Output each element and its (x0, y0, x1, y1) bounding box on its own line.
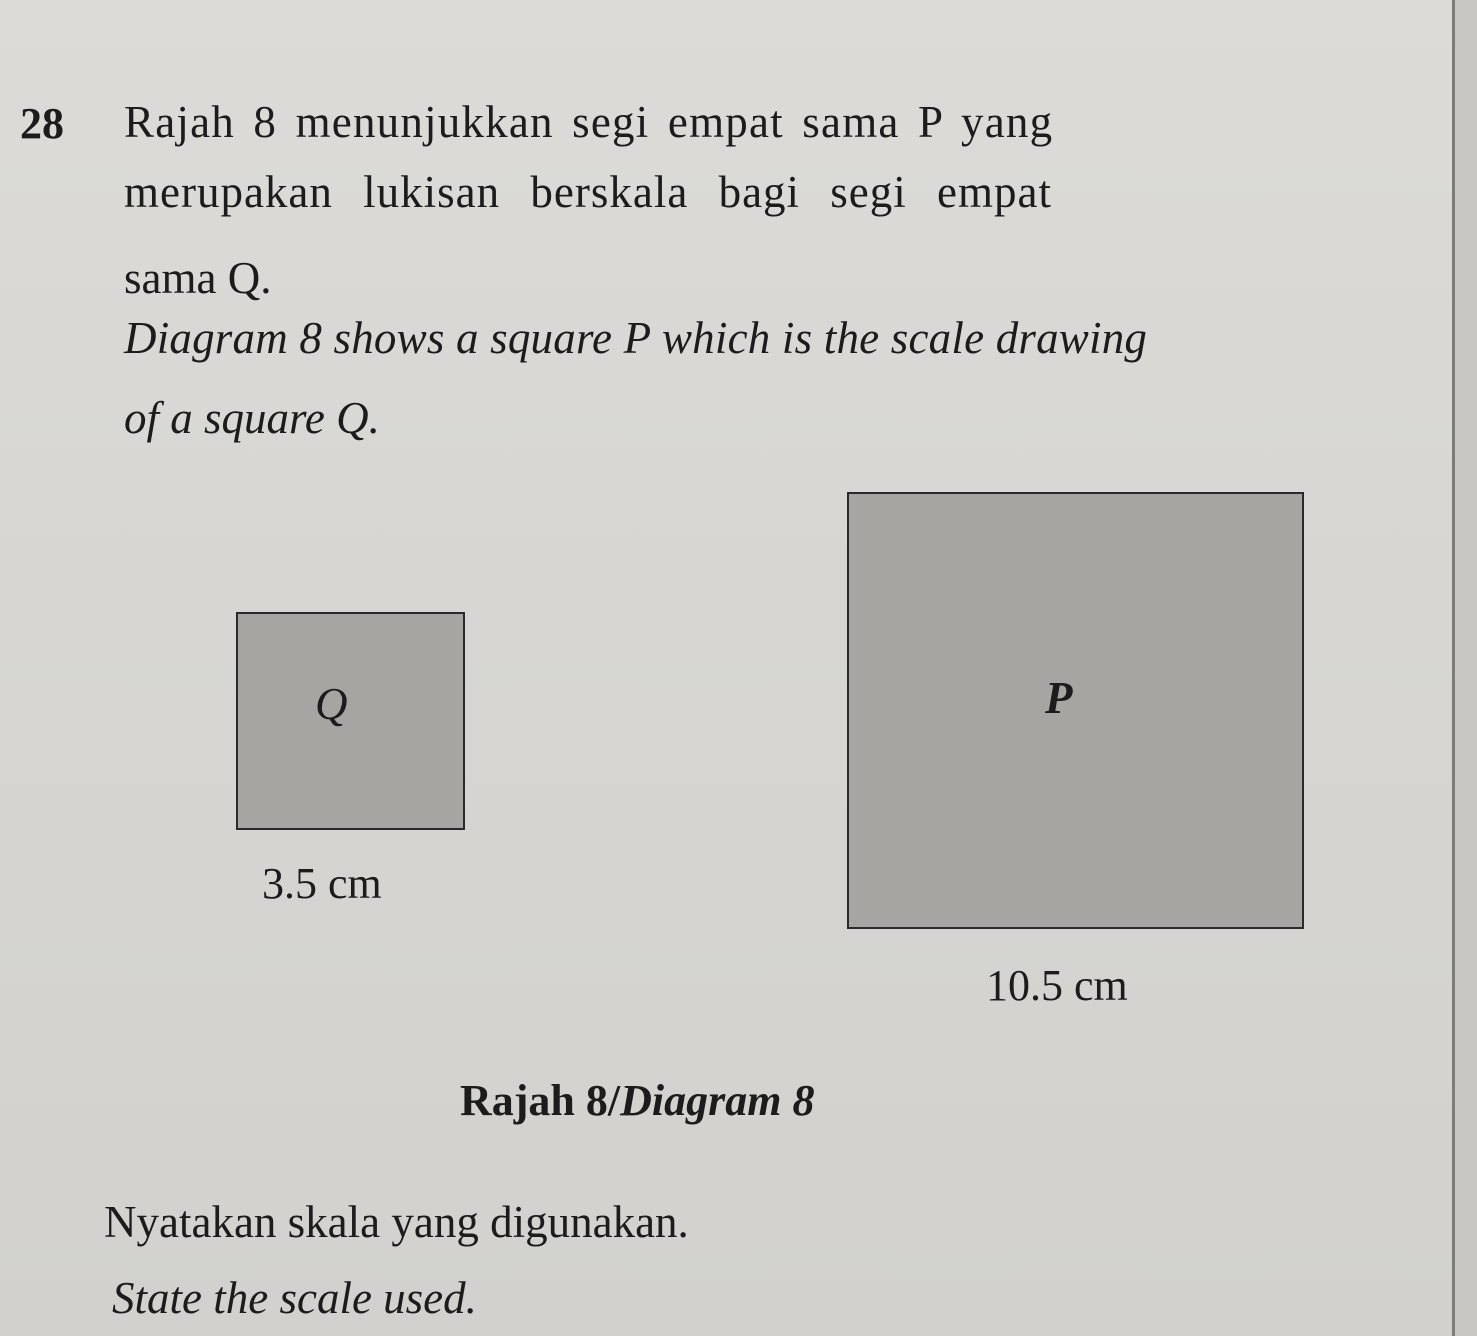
square-q-side-length: 3.5 cm (262, 859, 382, 908)
question-malay-line-1: Rajah 8 menunjukkan segi empat sama P yang (124, 97, 1054, 147)
page-edge-line (1452, 0, 1455, 1336)
question-malay-line-3: sama Q. (124, 253, 272, 303)
prompt-malay: Nyatakan skala yang digunakan. (104, 1197, 689, 1247)
page-edge-shade (1455, 0, 1477, 1336)
diagram-caption (460, 1075, 814, 1126)
square-q (236, 612, 465, 830)
question-english-line-2: of a square Q. (124, 393, 380, 443)
square-p (847, 492, 1304, 929)
question-english-line-1: Diagram 8 shows a square P which is the scale drawing (124, 313, 1148, 363)
square-p-label: P (1045, 673, 1073, 723)
diagram-caption-english: Diagram 8 (620, 1076, 815, 1125)
square-q-label: Q (315, 679, 348, 729)
question-number: 28 (20, 99, 64, 148)
question-malay-line-2: merupakan lukisan berskala bagi segi empat (124, 167, 1052, 217)
square-p-side-length: 10.5 cm (986, 961, 1128, 1010)
prompt-english: State the scale used. (112, 1273, 477, 1323)
diagram-caption-malay: Rajah 8/ (460, 1076, 621, 1125)
